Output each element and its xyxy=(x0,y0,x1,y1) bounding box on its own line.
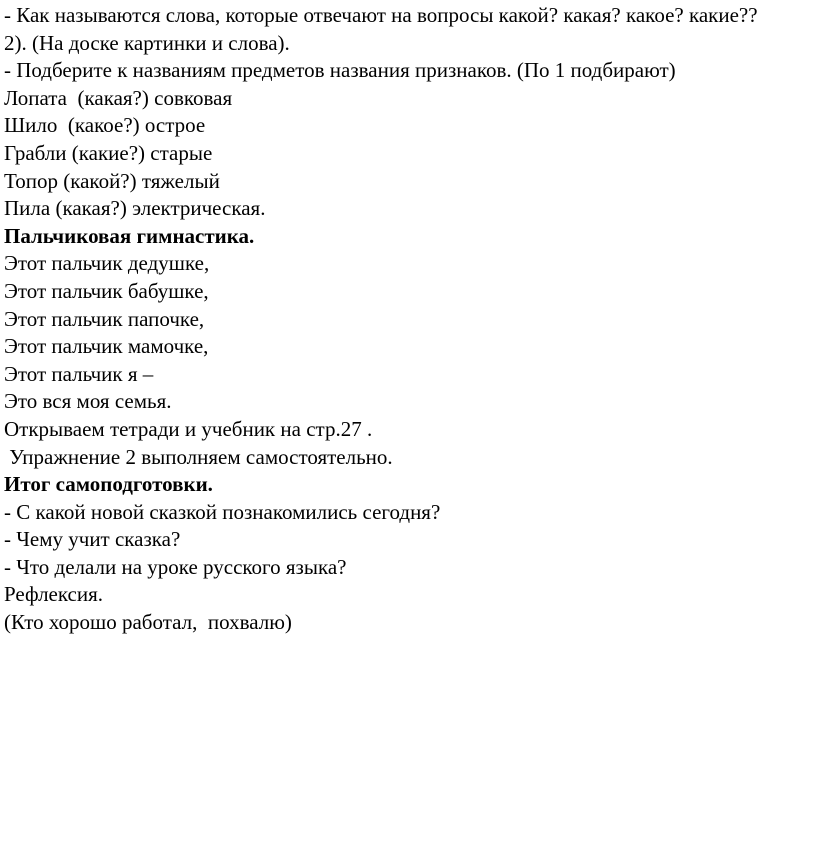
example-shovel: Лопата (какая?) совковая xyxy=(4,85,233,110)
summary-heading: Итог самоподготовки. xyxy=(4,472,213,497)
reflection-label: Рефлексия. xyxy=(4,582,104,607)
example-awl: Шило (какое?) острое xyxy=(4,113,206,138)
open-notebooks-instruction: Открываем тетради и учебник на стр.27 . xyxy=(4,416,373,441)
rhyme-line-6: Это вся моя семья. xyxy=(4,389,172,414)
summary-question-3: - Что делали на уроке русского языка? xyxy=(4,554,347,579)
rhyme-line-5: Этот пальчик я – xyxy=(4,361,154,386)
summary-question-1: - С какой новой сказкой познакомились сегодня? xyxy=(4,499,441,524)
rhyme-line-3: Этот пальчик папочке, xyxy=(4,306,205,331)
document-body xyxy=(4,2,812,637)
task-match-attributes: - Подберите к названиям предметов названия признаков. (По 1 подбирают) xyxy=(4,58,676,83)
exercise-instruction: Упражнение 2 выполняем самостоятельно. xyxy=(4,444,393,469)
question-about-adjectives: - Как называются слова, которые отвечают на вопросы какой? какая? какое? какие?? xyxy=(4,3,758,27)
rhyme-line-4: Этот пальчик мамочке, xyxy=(4,334,209,359)
finger-gymnastics-heading: Пальчиковая гимнастика. xyxy=(4,223,255,248)
rhyme-line-2: Этот пальчик бабушке, xyxy=(4,278,209,303)
example-rake: Грабли (какие?) старые xyxy=(4,140,213,165)
praise-note: (Кто хорошо работал, похвалю) xyxy=(4,610,292,635)
summary-question-2: - Чему учит сказка? xyxy=(4,527,181,552)
board-pictures-note: 2). (На доске картинки и слова). xyxy=(4,30,290,55)
example-saw: Пила (какая?) электрическая. xyxy=(4,196,266,221)
example-axe: Топор (какой?) тяжелый xyxy=(4,168,220,193)
rhyme-line-1: Этот пальчик дедушке, xyxy=(4,251,210,276)
